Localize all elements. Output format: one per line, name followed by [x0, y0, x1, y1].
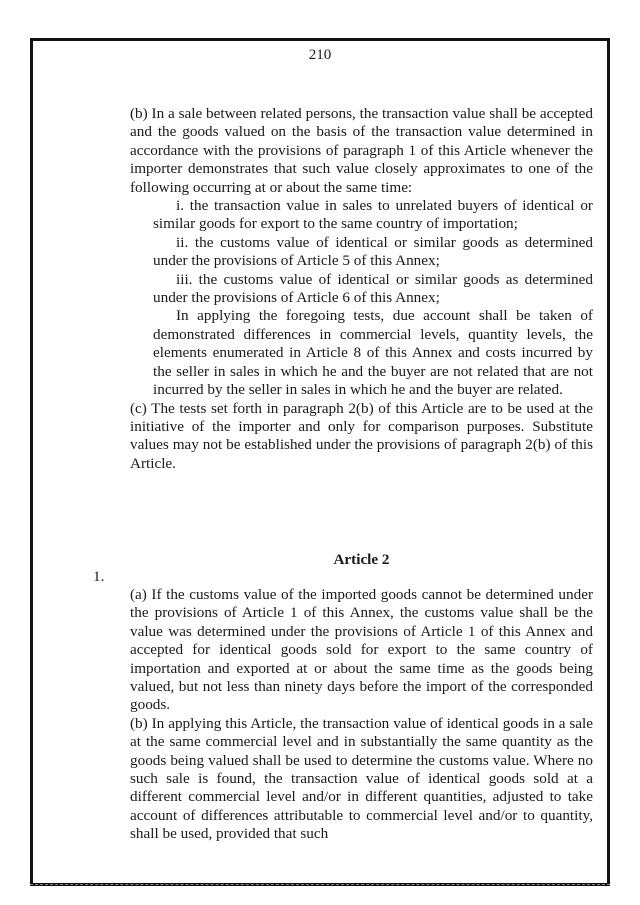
side-number: 1. [93, 568, 105, 585]
paragraph-a: (a) If the customs value of the imported goods cannot be determined under the provisions of Article 1 of this Annex, the customs value shall be the value was determined under the provisions of Article 1 of this Annex and accepted for identical goods sold for export to the same country of importation and exported at or about the same time as the goods being valued, but not less than ninety days before the import of the corresponded goods. [130, 586, 593, 714]
list-item-i: i. the transaction value in sales to unrelated buyers of identical or similar goods for export to the same country of importation; [153, 197, 593, 233]
paragraph-b: (b) In a sale between related persons, the transaction value shall be accepted and the goods valued on the basis of the transaction value determined in accordance with the provisions of paragraph 1 of this Article whenever the importer demonstrates that such value closely approximates to one of the following occurring at or about the same time: [130, 105, 593, 196]
list-item-iii: iii. the customs value of identical or similar goods as determined under the provisions of Article 6 of this Annex; [153, 270, 593, 307]
bottom-rule [30, 884, 610, 885]
paragraph-b-article-2: (b) In applying this Article, the transaction value of identical goods in a sale at the same commercial level and in substantially the same quantity as the goods being valued shall be used to determine the customs value. Where no such sale is found, the transaction value of identical goods sold at a different commercial level and/or in different quantities, adjusted to take account of differences attributable to commercial level and/or to quantity, shall be used, provided that such [130, 714, 593, 843]
section-one [130, 105, 593, 473]
applying-tests-paragraph: In applying the foregoing tests, due account shall be taken of demonstrated differences in commercial levels, quantity levels, the elements enumerated in Article 8 of this Annex and costs incurred by the seller in sales in which he and the buyer are not related that are not incurred by the seller in sales in which he and the buyer are related. [153, 307, 593, 399]
article-heading: Article 2 [333, 551, 390, 568]
list-item-ii: ii. the customs value of identical or similar goods as determined under the provisions of Article 5 of this Annex; [153, 233, 593, 270]
paragraph-c: (c) The tests set forth in paragraph 2(b) of this Article are to be used at the initiative of the importer and only for comparison purposes. Substitute values may not be established under the provisions of paragraph 2(b) of this Article. [130, 399, 593, 472]
section-two [130, 586, 593, 844]
page-number: 210 [308, 47, 332, 63]
